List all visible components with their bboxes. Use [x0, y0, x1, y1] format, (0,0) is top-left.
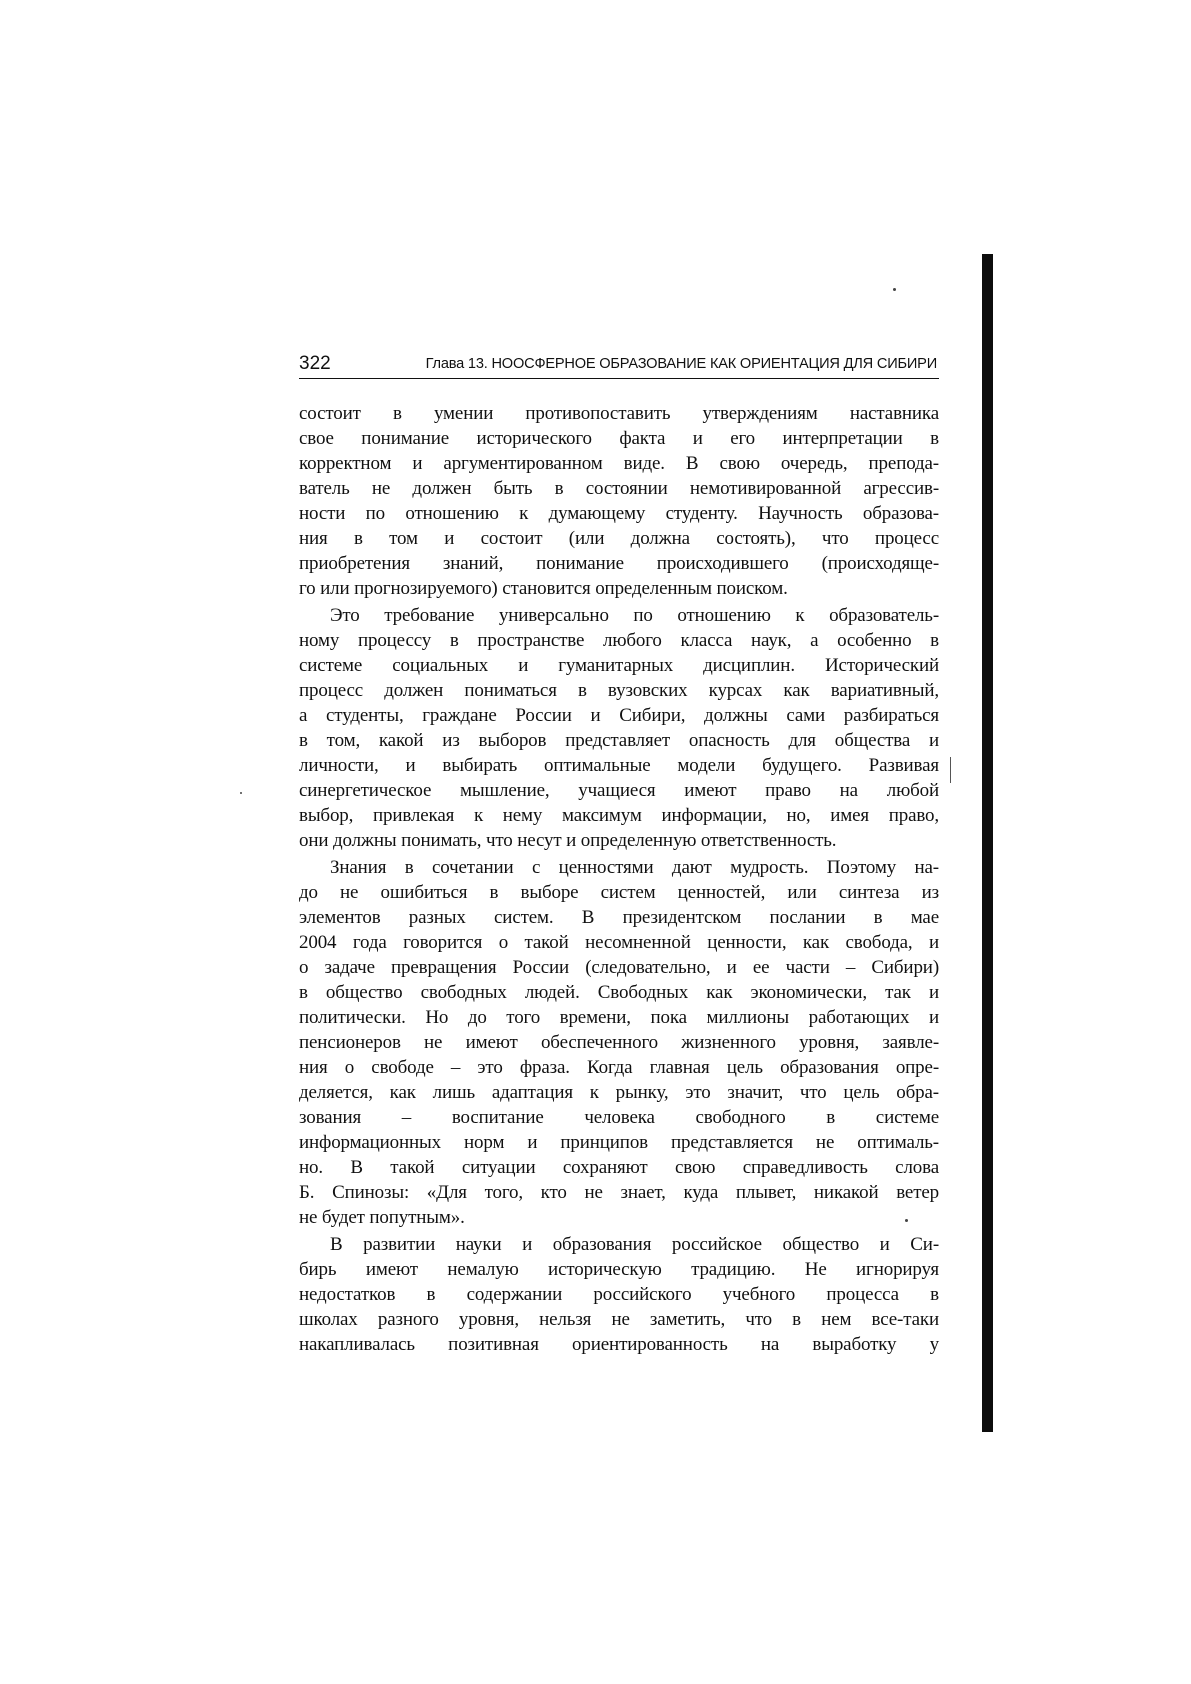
text-line: не будет попутным».	[299, 1207, 465, 1228]
text-line: го или прогнозируемого) становится определенным поиском.	[299, 578, 788, 599]
text-line: Знания в сочетании с ценностями дают мудрость. Поэтому на-	[330, 857, 939, 878]
text-line: но. В такой ситуации сохраняют свою справедливость слова	[299, 1157, 939, 1178]
scan-speck	[240, 792, 242, 794]
scan-mark	[950, 757, 951, 783]
text-line: в общество свободных людей. Свободных как экономически, так и	[299, 982, 939, 1003]
chapter-running-title: Глава 13. НООСФЕРНОЕ ОБРАЗОВАНИЕ КАК ОРИЕНТАЦИЯ ДЛЯ СИБИРИ	[425, 356, 937, 372]
text-line: информационных норм и принципов представляется не оптималь-	[299, 1132, 939, 1153]
text-line: о задаче превращения России (следовательно, и ее части – Сибири)	[299, 957, 939, 978]
text-line: в том, какой из выборов представляет опасность для общества и	[299, 730, 939, 751]
text-line: недостатков в содержании российского учебного процесса в	[299, 1284, 939, 1305]
text-line: личности, и выбирать оптимальные модели будущего. Развивая	[299, 755, 939, 776]
text-line: деляется, как лишь адаптация к рынку, это значит, что цель обра-	[299, 1082, 939, 1103]
scan-page-edge-shadow	[982, 254, 993, 1432]
text-line: школах разного уровня, нельзя не заметить, что в нем все-таки	[299, 1309, 939, 1330]
text-line: корректном и аргументированном виде. В свою очередь, препода-	[299, 453, 939, 474]
text-line: В развитии науки и образования российское общество и Си-	[330, 1234, 939, 1255]
text-line: системе социальных и гуманитарных дисциплин. Исторический	[299, 655, 939, 676]
scan-speck	[905, 1219, 908, 1222]
text-line: они должны понимать, что несут и определенную ответственность.	[299, 830, 837, 851]
text-line: до не ошибиться в выборе систем ценностей, или синтеза из	[299, 882, 939, 903]
text-line: состоит в умении противопоставить утверждениям наставника	[299, 403, 939, 424]
text-line: ния о свободе – это фраза. Когда главная цель образования опре-	[299, 1057, 939, 1078]
text-line: зования – воспитание человека свободного в системе	[299, 1107, 939, 1128]
text-line: синергетическое мышление, учащиеся имеют право на любой	[299, 780, 939, 801]
text-line: ватель не должен быть в состоянии немотивированной агрессив-	[299, 478, 939, 499]
text-line: Б. Спинозы: «Для того, кто не знает, куда плывет, никакой ветер	[299, 1182, 939, 1203]
text-line: элементов разных систем. В президентском послании в мае	[299, 907, 939, 928]
text-line: выбор, привлекая к нему максимум информации, но, имея право,	[299, 805, 939, 826]
text-line: политически. Но до того времени, пока миллионы работающих и	[299, 1007, 939, 1028]
text-line: ния в том и состоит (или должна состоять), что процесс	[299, 528, 939, 549]
text-line: ному процессу в пространстве любого класса наук, а особенно в	[299, 630, 939, 651]
running-header	[299, 352, 939, 379]
scan-speck	[893, 288, 896, 291]
text-line: Это требование универсально по отношению к образователь-	[330, 605, 939, 626]
text-line: процесс должен пониматься в вузовских курсах как вариативный,	[299, 680, 939, 701]
text-line: свое понимание исторического факта и его интерпретации в	[299, 428, 939, 449]
text-line: 2004 года говорится о такой несомненной ценности, как свобода, и	[299, 932, 939, 953]
text-line: бирь имеют немалую историческую традицию. Не игнорируя	[299, 1259, 939, 1280]
text-line: а студенты, граждане России и Сибири, должны сами разбираться	[299, 705, 939, 726]
page-number: 322	[299, 353, 331, 374]
text-line: ности по отношению к думающему студенту. Научность образова-	[299, 503, 939, 524]
text-line: пенсионеров не имеют обеспеченного жизненного уровня, заявле-	[299, 1032, 939, 1053]
text-line: приобретения знаний, понимание происходившего (происходяще-	[299, 553, 939, 574]
text-line: накапливалась позитивная ориентированность на выработку у	[299, 1334, 939, 1355]
